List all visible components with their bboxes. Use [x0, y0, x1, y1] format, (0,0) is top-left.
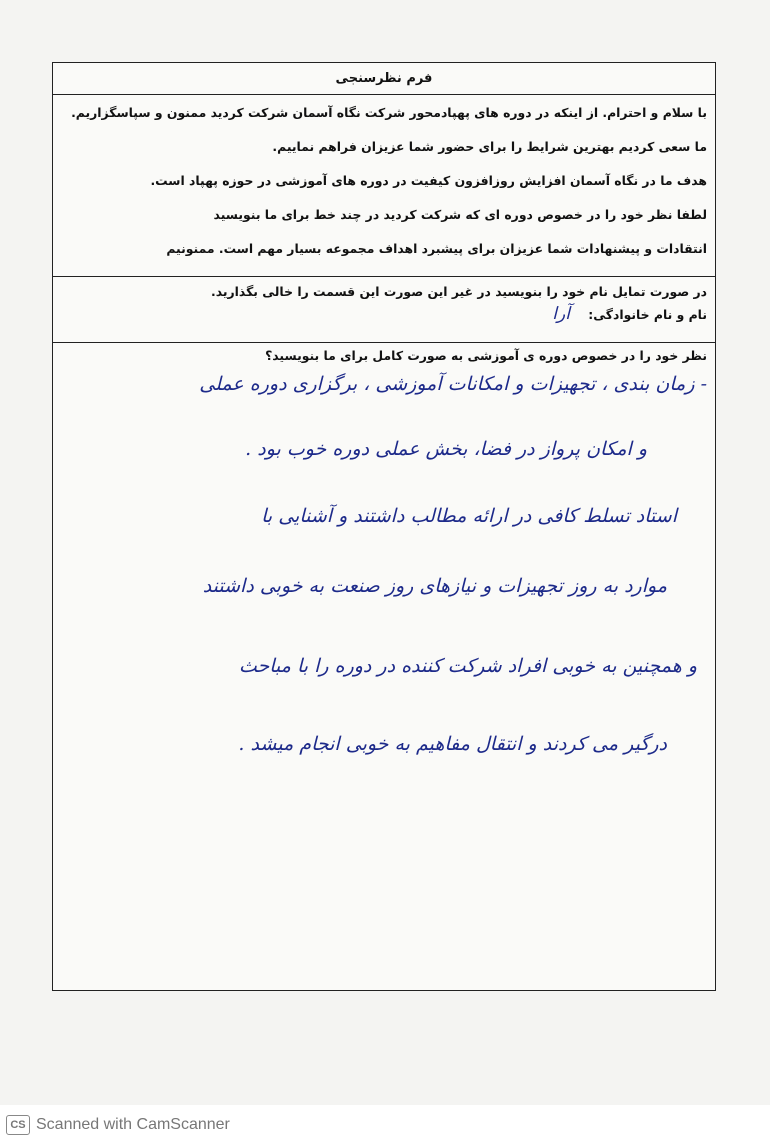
comment-section [53, 343, 715, 990]
form-title: فرم نظرسنجی [335, 71, 433, 86]
scanner-watermark: Scanned with CamScanner [36, 1116, 230, 1133]
name-instruction: در صورت تمایل نام خود را بنویسید در غیر این صورت این قسمت را خالی بگذارید. [211, 284, 707, 299]
handwritten-line-1: - زمان بندی ، تجهیزات و امکانات آموزشی ، برگزاری دوره عملی [199, 373, 707, 395]
handwritten-line-4: موارد به روز تجهیزات و نیازهای روز صنعت به خوبی داشتند [202, 575, 667, 597]
intro-line-4: لطفا نظر خود را در خصوص دوره ای که شرکت کردید در چند خط برای ما بنویسید [213, 207, 707, 222]
scanner-footer [0, 1105, 770, 1145]
form-title-row [53, 63, 715, 95]
name-value[interactable]: آرا [552, 304, 570, 324]
name-field-line [61, 303, 707, 326]
name-section [53, 277, 715, 343]
handwritten-line-2: و امکان پرواز در فضا، بخش عملی دوره خوب بود . [245, 438, 647, 460]
handwritten-line-5: و همچنین به خوبی افراد شرکت کننده در دوره را با مباحث [238, 655, 697, 677]
intro-line-2: ما سعی کردیم بهترین شرایط را برای حضور شما عزیزان فراهم نماییم. [272, 139, 707, 154]
intro-line-1: با سلام و احترام. از اینکه در دوره های پهپادمحور شرکت نگاه آسمان شرکت کردید ممنون و سپاسگزاریم. [71, 105, 707, 120]
name-label: نام و نام خانوادگی: [588, 307, 707, 322]
intro-section [53, 95, 715, 277]
intro-line-5: انتقادات و پیشنهادات شما عزیزان برای پیشبرد اهداف مجموعه بسیار مهم است. ممنونیم [166, 241, 707, 256]
comment-question: نظر خود را در خصوص دوره ی آموزشی به صورت کامل برای ما بنویسید؟ [265, 348, 707, 363]
intro-line-3: هدف ما در نگاه آسمان افزایش روزافزون کیفیت در دوره های آموزشی در حوزه پهپاد است. [150, 173, 707, 188]
survey-form [52, 62, 716, 991]
camscanner-logo-icon: CS [6, 1115, 30, 1135]
handwritten-line-6: درگیر می کردند و انتقال مفاهیم به خوبی انجام میشد . [238, 733, 667, 755]
handwritten-line-3: استاد تسلط کافی در ارائه مطالب داشتند و آشنایی با [261, 505, 677, 527]
